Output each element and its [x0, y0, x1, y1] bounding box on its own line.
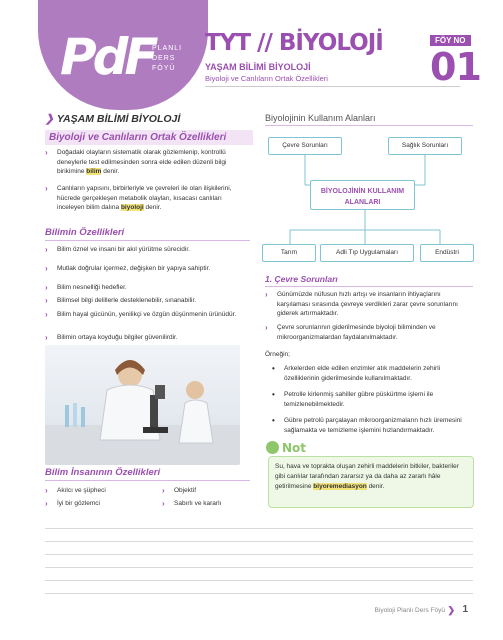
list-item: › Bilimsel bilgi delillerle desteklenebilir, sınanabilir.	[45, 296, 197, 305]
writing-line	[45, 567, 473, 568]
chevron-right-icon: ›	[265, 290, 268, 299]
chevron-right-icon: ›	[265, 323, 268, 332]
chevron-right-icon: ›	[45, 310, 48, 319]
chevron-right-icon: ›	[45, 245, 48, 254]
chevron-right-icon: ›	[45, 486, 48, 495]
header-divider	[205, 86, 460, 87]
list-item: › Akılcı ve şüpheci	[45, 486, 106, 495]
unit-title: YAŞAM BİLİMİ BİYOLOJİ	[205, 62, 311, 72]
list-item: › Canlıların yapısını, birbirleriyle ve çevreleri ile olan ilişkilerini, hücrede gerçekleşen metabolik olayları, kısacası canlıları inceleyen bilim dalına biyoloji denir.	[45, 184, 232, 211]
example-item: • Gübre petrolü parçalayan mikroorganizmaların hızlı üremesini sağlamakta ve temizleme işlemini hızlandırmaktadır.	[272, 416, 462, 434]
page-title: TYT // BİYOLOJİ	[205, 30, 383, 56]
list-item: › Günümüzde nüfusun hızlı artışı ve insanların ihtiyaçlarını karşılaması sırasında çevreye verdikleri zarar çevre sorunlarını giderek artırmaktadır.	[265, 290, 458, 317]
chevron-right-icon: ›	[45, 283, 48, 292]
chevron-right-icon: ❯	[45, 113, 54, 125]
writing-line	[45, 554, 473, 555]
list-item: › Mutlak doğrular içermez, değişken bir yapıya sahiptir.	[45, 264, 211, 273]
list-item: › Sabırlı ve kararlı	[162, 499, 222, 508]
sheet-number: 01	[430, 45, 481, 89]
box-center: BİYOLOJİNİN KULLANIM ALANLARI	[310, 180, 415, 210]
writing-line	[45, 593, 473, 594]
chevron-right-icon: ›	[45, 184, 48, 193]
dot-icon: •	[272, 390, 275, 399]
chevron-right-icon: ›	[45, 264, 48, 273]
writing-line	[45, 541, 473, 542]
unit-subtitle: Biyoloji ve Canlıların Ortak Özellikleri	[205, 74, 328, 83]
heading-usage-areas: Biyolojinin Kullanım Alanları	[265, 113, 473, 126]
list-item: › Bilim öznel ve insani bir akıl yürütme sürecidir.	[45, 245, 190, 254]
heading-science-features: Bilimin Özellikleri	[45, 227, 250, 241]
note-box: Su, hava ve toprakta oluşan zehirli maddelerin bitkiler, bakteriler gibi canlılar tarafından zararsız ya da daha az zararlı hâle getirilmesine biyoremediasyon denir.	[268, 456, 474, 508]
list-item: › Objektif	[162, 486, 197, 495]
heading-environment: 1. Çevre Sorunları	[265, 274, 473, 287]
example-item: • Arkelerden elde edilen enzimler atık maddelerin zehirli özelliklerinin giderilmesinde kullanılmaktadır.	[272, 364, 441, 382]
heading-scientist-features: Bilim İnsanının Özellikleri	[45, 467, 250, 481]
example-item: • Petrolle kirlenmiş sahiller gübre püskürtme işlemi ile temizlenebilmektedir.	[272, 390, 434, 408]
footer-text: Biyoloji Planlı Ders Föyü	[374, 607, 445, 614]
chevron-right-icon: ❯	[447, 605, 455, 615]
list-item: › Bilim hayal gücünün, yenilikçi ve özgün düşünmenin ürünüdür.	[45, 310, 237, 319]
example-label: Örneğin;	[265, 351, 290, 358]
dot-icon: •	[272, 364, 275, 373]
writing-line	[45, 580, 473, 581]
section-title: ❯ YAŞAM BİLİMİ BİYOLOJİ	[45, 113, 181, 125]
list-item: › Bilimin ortaya koyduğu bilgiler güvenilirdir.	[45, 333, 178, 342]
list-item: › Bilim nesnelliği hedefler.	[45, 283, 127, 292]
scientist-photo	[45, 345, 240, 465]
logo: PdF	[60, 28, 155, 86]
box-environment: Çevre Sorunları	[268, 137, 342, 155]
chevron-right-icon: ›	[45, 499, 48, 508]
box-industry: Endüstri	[420, 244, 474, 262]
note-icon	[266, 441, 279, 454]
note-label: Not	[282, 441, 307, 455]
chevron-right-icon: ›	[45, 148, 48, 157]
box-agriculture: Tarım	[262, 244, 316, 262]
box-health: Sağlık Sorunları	[388, 137, 462, 155]
chevron-right-icon: ›	[162, 486, 165, 495]
writing-line	[45, 528, 473, 529]
list-item: › Çevre sorunlarının giderilmesinde biyoloji biliminden ve mikroorganizmalardan faydalanılmaktadır.	[265, 323, 436, 341]
list-item: › İyi bir gözlemci	[45, 499, 100, 508]
heading-common-features: Biyoloji ve Canlıların Ortak Özellikleri	[45, 130, 253, 145]
chevron-right-icon: ›	[45, 296, 48, 305]
list-item: › Doğadaki olayların sistematik olarak gözlemlenip, kontrollü deneylerle test edilmesinden sonra elde edilen düzenli bilgi birikimine bilim denir.	[45, 148, 227, 175]
dot-icon: •	[272, 416, 275, 425]
page-number: 1	[462, 604, 468, 615]
logo-subtitle: PLANLI DERS FÖYÜ	[152, 45, 183, 72]
chevron-right-icon: ›	[162, 499, 165, 508]
sheet-label: FÖY NO	[430, 35, 471, 46]
chevron-right-icon: ›	[45, 333, 48, 342]
box-forensics: Adli Tıp Uygulamaları	[320, 244, 414, 262]
